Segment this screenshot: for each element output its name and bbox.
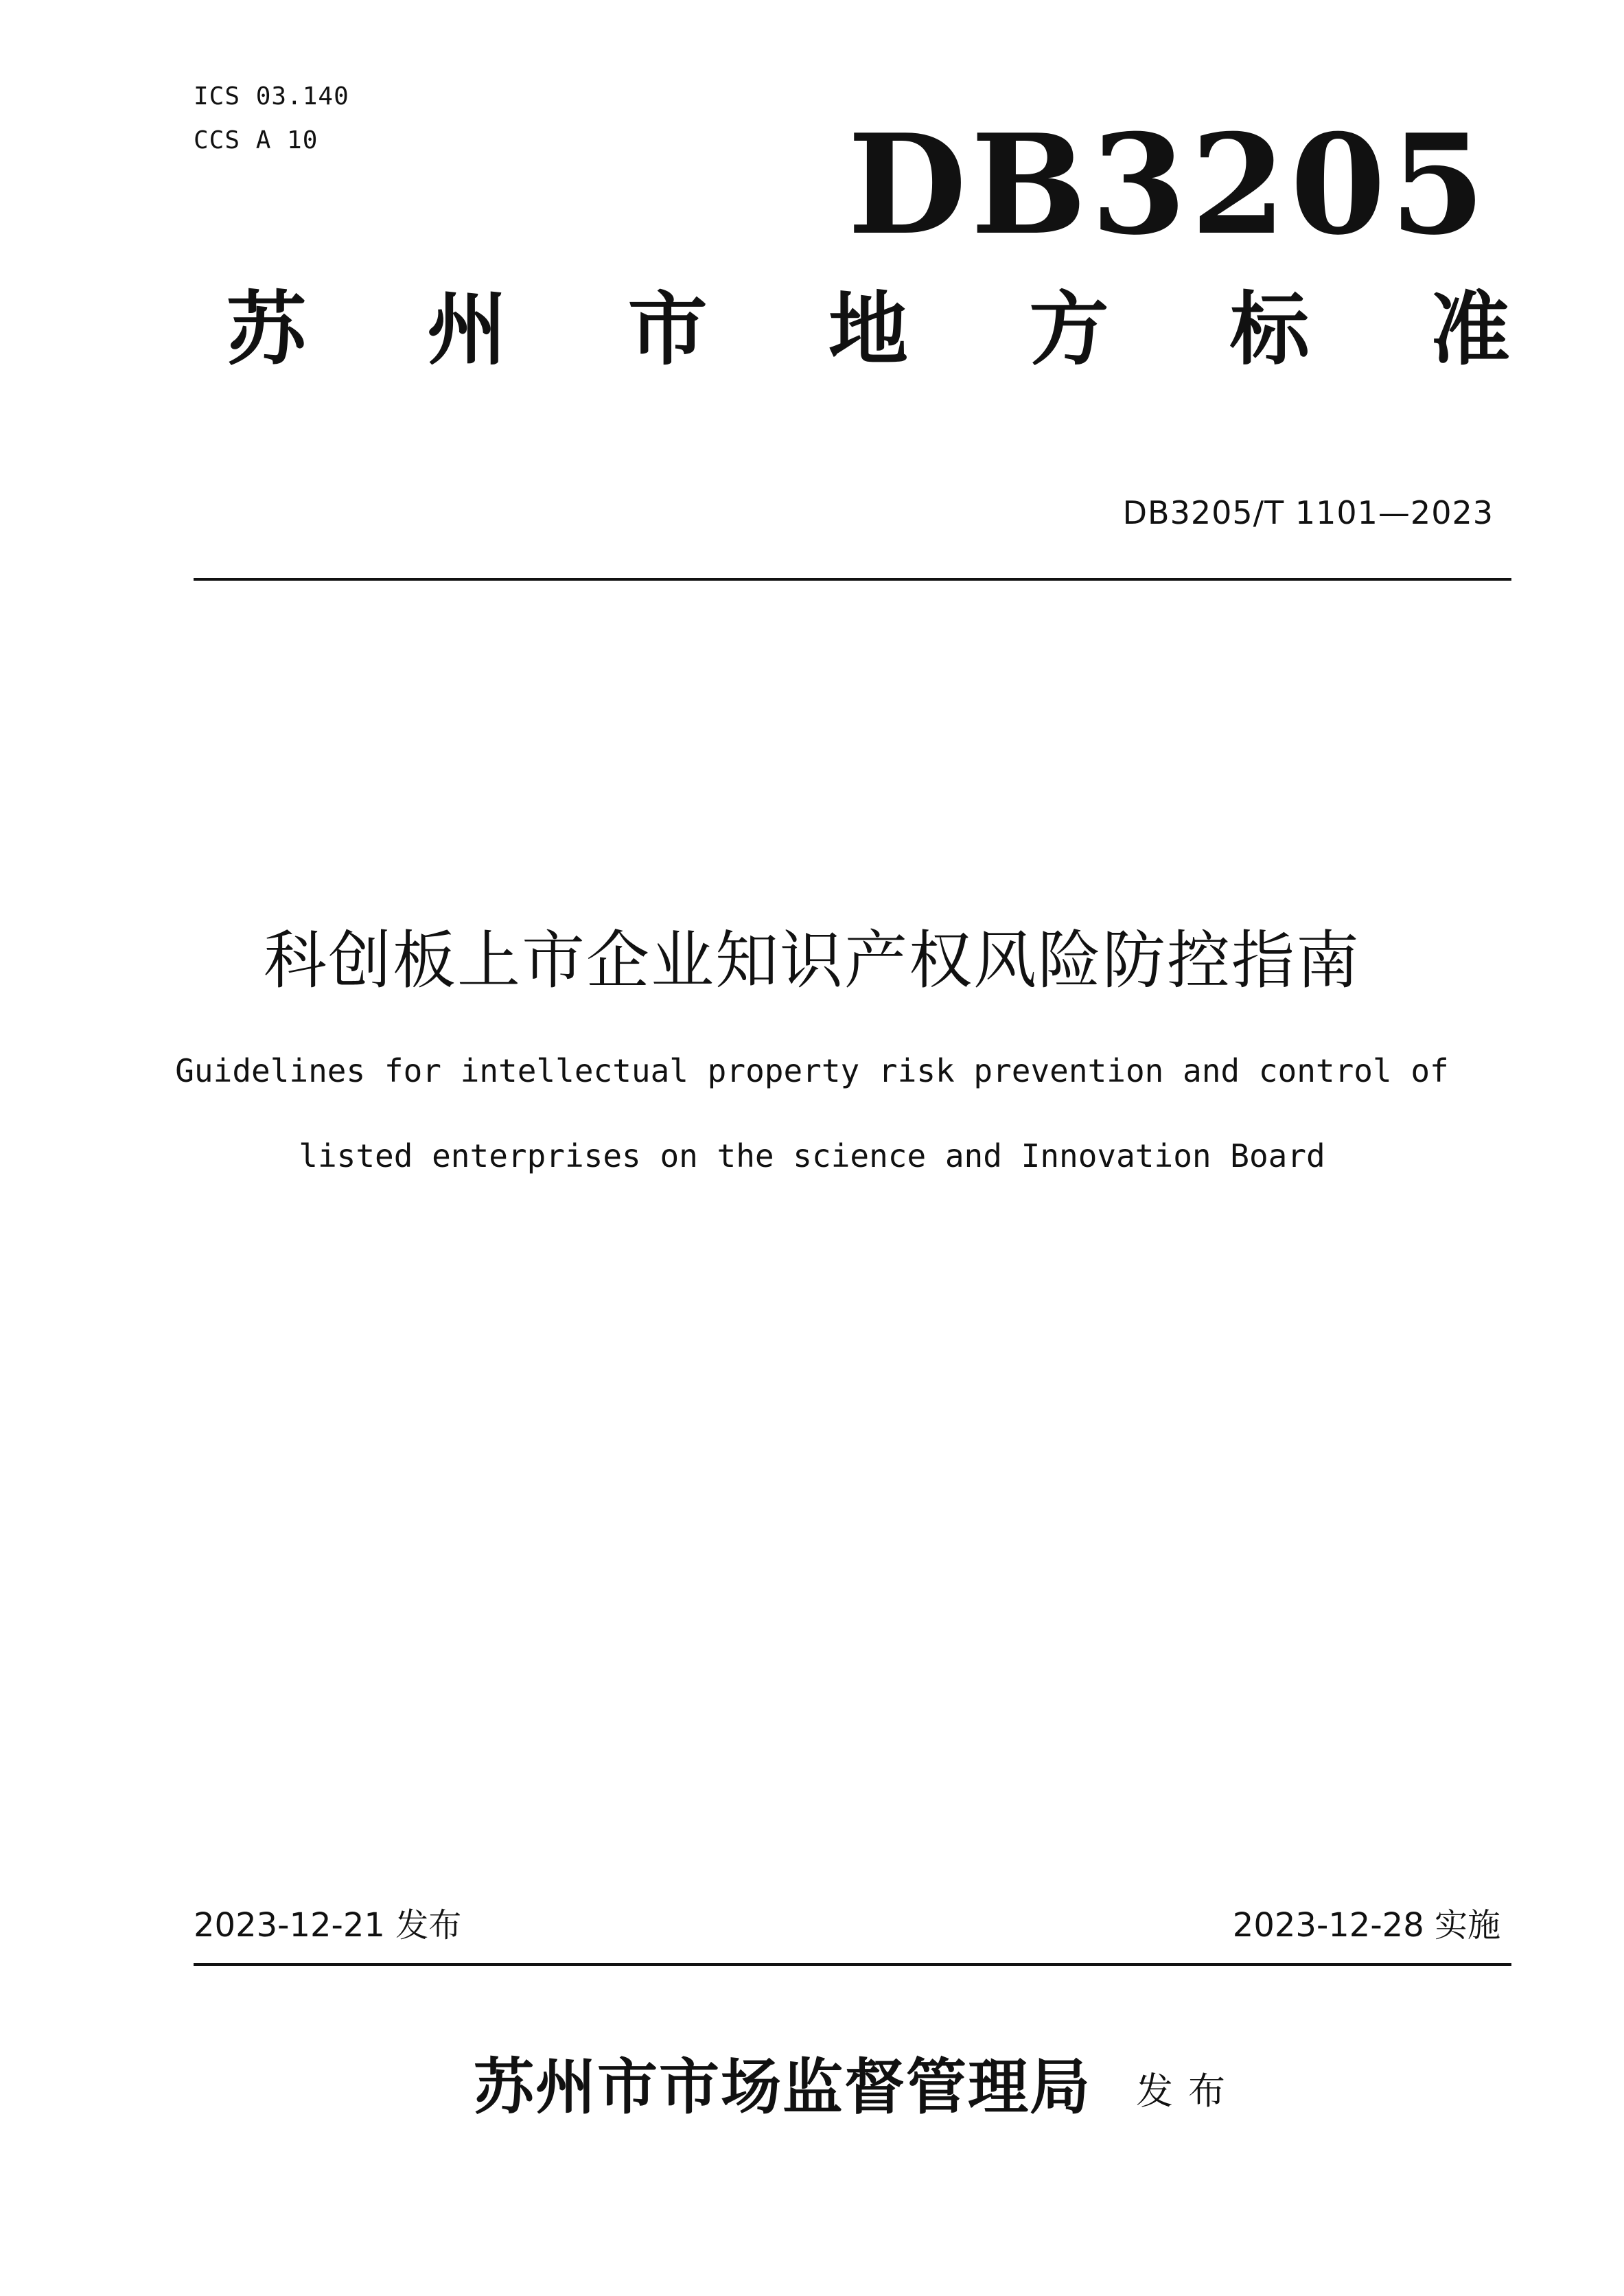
standard-logo-code: DB3205	[847, 104, 1489, 266]
issue-date: 2023-12-21 发布	[194, 1906, 462, 1945]
document-title-chinese: 科创板上市企业知识产权风险防控指南	[263, 924, 1360, 997]
standard-number: DB3205/T 1101—2023	[1122, 494, 1494, 531]
type-title-char: 市	[627, 282, 708, 376]
effective-date: 2023-12-28 实施	[1232, 1906, 1500, 1945]
header-divider	[194, 578, 1511, 581]
issuing-authority: 苏州市市场监督管理局	[474, 2051, 1092, 2122]
footer-divider	[194, 1963, 1511, 1966]
type-title-char: 州	[427, 282, 507, 376]
document-title-english-line-1: Guidelines for intellectual property risk prevention and control of	[175, 1052, 1449, 1089]
type-title-char: 准	[1430, 282, 1510, 376]
type-title-char: 标	[1229, 282, 1310, 376]
type-title-char: 苏	[227, 282, 306, 376]
type-title-char: 地	[828, 282, 908, 376]
document-title-english-line-2: listed enterprises on the science and Innovation Board	[299, 1137, 1325, 1174]
issuing-authority-suffix: 发布	[1136, 2069, 1240, 2113]
ccs-code: CCS A 10	[194, 126, 318, 154]
standard-type-title	[227, 275, 1510, 376]
type-title-char: 方	[1029, 282, 1109, 376]
ics-code: ICS 03.140	[194, 82, 349, 111]
